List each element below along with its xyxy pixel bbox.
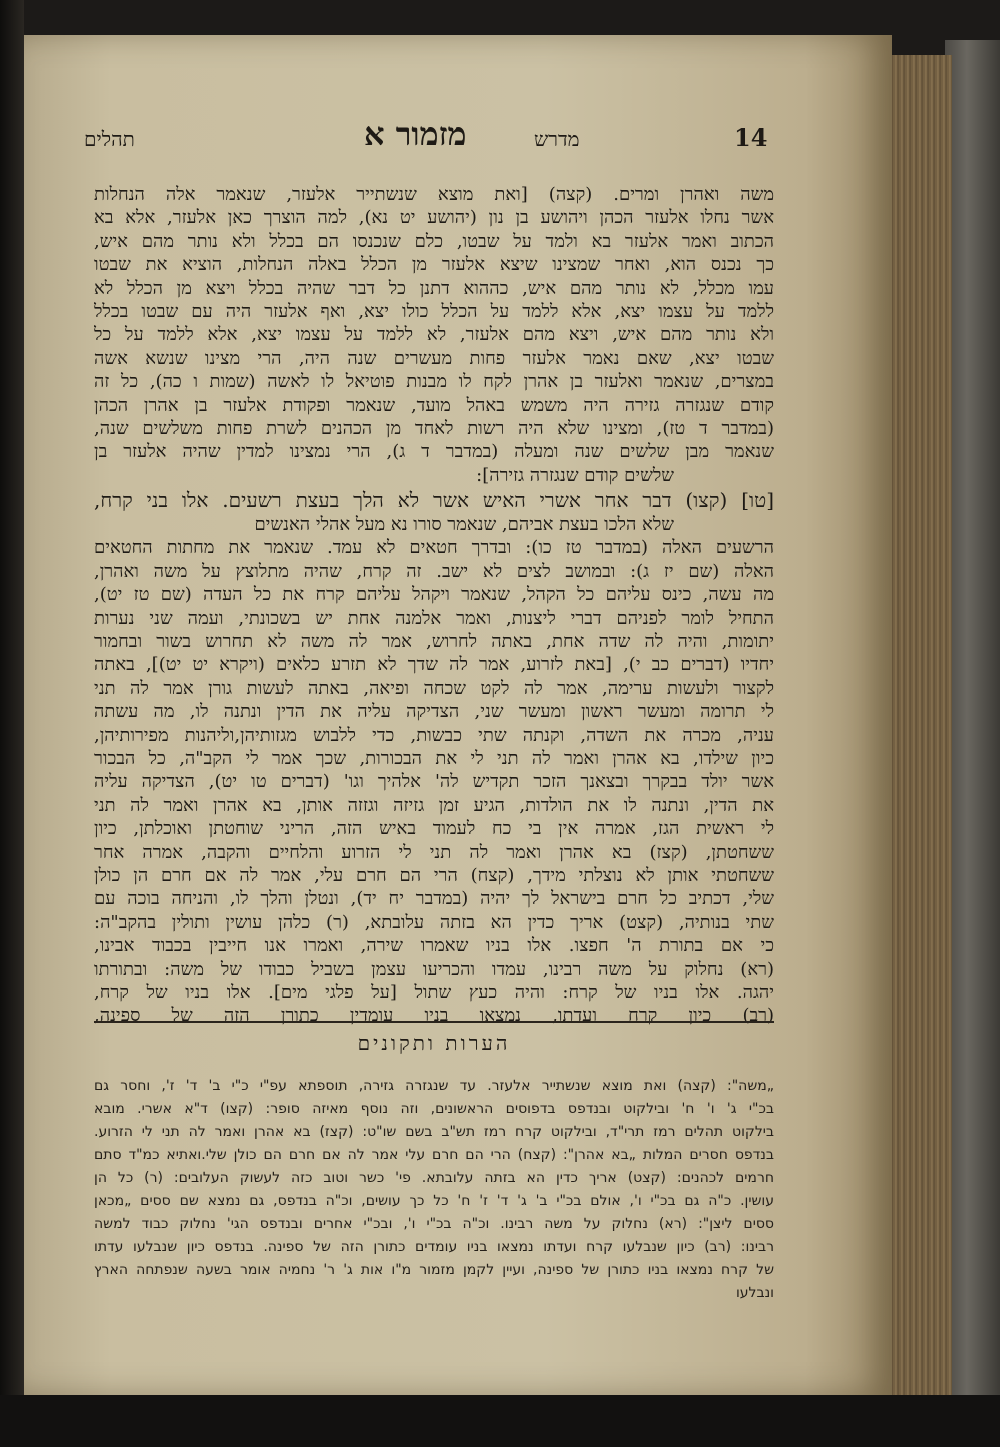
text-line: שתי בנותיה, (קצט) אריך כדין הא בזתה עלובתא, (ר) כלהן עושין ותולין בהקב"ה:	[94, 911, 774, 933]
text-line: כי אם בתורת ה' חפצו. אלו בניו שאמרו שירה, ואמרו אנו חייבין בכבוד אבינו,	[94, 935, 774, 957]
note-line: בכ"י ג' ו' ח' ובילקוט ובנדפס בדפוסים הראשונים, וזה נוסף מאיזה סופר: (קצו) ד"א אשרי. מובא	[94, 1101, 774, 1117]
text-line: הכתוב ואמר אלעזר בא ולמד על שבטו, כלם שנכנסו הם בכלל ולא נותר מהם איש,	[94, 230, 774, 252]
text-line: במצרים, שנאמר ואלעזר בן אהרן לקח לו מבנות פוטיאל לו לאשה (שמות ו כה), כל זה	[94, 371, 774, 393]
text-line: את הדין, ונתנה לו את הולדות, הגיע זמן גזיזה וגזזה אותן, בא אהרן ואמר לה תני	[94, 794, 774, 816]
note-line: ססים ליצן": (רא) נחלוק על משה רבינו. וכ"ה בכ"י ו', ובכ"י אחרים ובנדפס הגי' נחלוק כבוד למשה	[94, 1216, 774, 1232]
header-psalms: תהלים	[84, 127, 135, 151]
text-line: משה ואהרן ומרים. (קצה) [ואת מוצא שנשתייר אלעזר, שנאמר אלה הנחלות	[94, 184, 774, 205]
text-line: כיון שילדו, בא אהרן ואמר לה תני לי את הבכורות, שכך אמר לי הקב"ה, כל הבכור	[94, 747, 774, 769]
text-line: כך נכנס הוא, ואחר שמצינו שיצא אלעזר מן הכלל באלה הנחלות, הוציא את שבטו	[94, 254, 774, 276]
main-text	[94, 183, 774, 1028]
text-line: קודם שנגזרה גזירה היה משמש באהל מועד, שנאמר ופקודת אלעזר בן אהרן הכהן	[94, 394, 774, 416]
text-line: יהגה. אלו בניו של קרח: והיה כעץ שתול [על פלגי מים]. אלו בניו של קרח,	[94, 981, 774, 1003]
text-line: (רב) כיון קרח ועדתו, נמצאו בניו עומדין כתורן הזה של ספינה,	[94, 1005, 774, 1027]
text-line: ששחטתן, (קצז) בא אהרן ואמר לה תני לי הזרוע והלחיים והקבה, אמרה אחר	[94, 841, 774, 863]
note-line: חרמים לכהנים: (קצט) אריך כדין הא בזתה עלובתא. פי' כשר וטוב כזה לעשוק העלובים: (ר) כל הן	[94, 1170, 774, 1186]
text-line: התחיל לומר לפניהם דברי ליצנות, ואמר אלמנה אחת יש בשכונתי, ועמה שני נערות	[94, 607, 774, 629]
text-line: שבטו יצא, שאם נאמר אלעזר פחות מעשרים שנה היה, הרי מצינו שנשא אשה	[94, 347, 774, 369]
text-line: ששחטתי אותן לא נוצלתי מידך, (קצח) הרי הם חרם עלי, אמר לה אם חרם הן כולן	[94, 864, 774, 886]
text-line: יחדיו (דברים כב י), [באת לזרוע, אמר לה שדך לא תזרע כלאים (ויקרא יט יט)], באתה	[94, 654, 774, 676]
text-line: (רא) נחלוק על משה רבינו, עמדו והכריעו עצמן בשביל כבודו של משה: ובתורתו	[94, 958, 774, 980]
text-line: (במדבר ד טז), ומצינו שלא היה רשות לאחד מן הכהנים לשרת פחות משלשים שנה,	[94, 417, 774, 439]
text-line: ולא נותר מהם איש, ויצא מהם אלעזר, לא ללמד על עצמו יצא, אלא ללמד על כל	[94, 324, 774, 346]
text-line: הרשעים האלה (במדבר טז כו): ובדרך חטאים לא עמד. שנאמר את מחתות החטאים	[94, 537, 774, 559]
text-line: שלי, דכתיב כל חרם בישראל לך יהיה (במדבר יח יד), ונטלן והלך לו, והניחה בוכה עם	[94, 888, 774, 910]
note-line: בנדפס חסרים המלות „בא אהרן": (קצח) הרי הם חרם עלי אמר לה אם חרם הם כולן שלי.ואתיא כמ"ד סתם	[94, 1147, 774, 1163]
running-header	[84, 115, 774, 165]
text-line: לקצור ולעשות ערימה, אמר לה לקט שכחה ופיאה, באתה לעשות גורן אמר לה תני	[94, 677, 774, 699]
page-number: 14	[734, 123, 768, 152]
section-heading: [טו] (קצו) דבר אחר אשרי האיש אשר לא הלך בעצת רשעים. אלו בני קרח,	[94, 488, 774, 513]
header-book-title: מדרש	[534, 127, 580, 151]
scan-bottom-shadow	[0, 1395, 1000, 1447]
note-line: „משה": (קצה) ואת מוצא שנשתייר אלעזר. עד שנגזרה גזירה, תוספתא עפ"י כ"י ב' ד' ז', וחסר גם	[94, 1078, 774, 1094]
text-line: שנאמר מבן שלשים שנה ומעלה (במדבר ד ג), הרי נמצינו למדין שהיה אלעזר בן	[94, 441, 774, 463]
book-cover-edge	[945, 40, 1000, 1400]
text-line: לי ראשית הגז, אמרה אין בי כח לעמוד באיש הזה, הריני שוחטתן ואוכלתן, כיון	[94, 818, 774, 840]
note-line: עושין. כ"ה גם בכ"י ו', אולם בכ"י ב' ג' ד' ז' ח' כל כך עושים, וכ"ה בנדפס, גם נמצא שם ססים „מכאן	[94, 1193, 774, 1209]
note-line: בילקוט תהלים רמז תרי"ד, ובילקוט קרח רמז תש"ב בשם שו"ט: (קצז) בא אהרן ואמר לה תני לי הזרוע.	[94, 1124, 774, 1140]
text-line: ללמד על עצמו יצא, אלא ללמד על הכלל כולו יצא, ואף אלעזר היה עם שבטו בכלל	[94, 300, 774, 322]
text-line: לי תרומה ומעשר ראשון ומעשר שני, הצדיקה עליה את הדין ונתנה לו, מה עשתה	[94, 701, 774, 723]
note-line: רבינו: (רב) כיון שנבלעו קרח ועדתו נמצאו בניו עומדים כתורן הזה של ספינה. בנדפס כיון שנבלעו עדתו	[94, 1239, 774, 1255]
text-line: מה עשה, כינס עליהם כל הקהל, שנאמר ויקהל עליהם קרח את כל העדה (שם טז יט),	[94, 584, 774, 606]
text-line: שלא הלכו בעצת אביהם, שנאמר סורו נא מעל אהלי האנשים	[254, 514, 674, 536]
text-line: אשר יולד בבקרך ובצאנך הזכר תקדיש לה' אלהיך וגו' (דברים טו יט), הצדיקה עליה	[94, 771, 774, 793]
page-stack-edges	[882, 55, 952, 1395]
text-line: אשר נחלו אלעזר הכהן ויהושע בן נון (יהושע יט נא), למה הוצרך כאן אלעזר, אלא בא	[94, 207, 774, 229]
text-line: עמו מכלל, לא נותר מהם איש, כההוא דתנן כל דבר שהיה בכלל ויצא מן הכלל לא	[94, 277, 774, 299]
left-binding-shadow	[0, 0, 24, 1447]
text-line: יתומות, והיה לה שדה אחת, באתה לחרוש, אמר לה משה לא תחרוש בשור ובחמור	[94, 631, 774, 653]
notes-section	[94, 1075, 774, 1305]
text-line: עניה, מכרה את השדה, וקנתה שתי כבשות, כדי ללבוש מגזותיהן,וליהנות מפירותיהן,	[94, 724, 774, 746]
text-line: האלה (שם יז ג): ובמושב לצים לא ישב. זה קרח, שהיה מתלוצץ על משה ואהרן,	[94, 560, 774, 582]
footnote-divider	[94, 1021, 774, 1023]
book-page	[24, 35, 892, 1395]
text-line: שלשים קודם שנגזרה גזירה]:	[476, 464, 674, 486]
notes-title: הערות ותקונים	[357, 1031, 511, 1055]
note-line: ונבלעו	[735, 1285, 774, 1301]
header-chapter-title: מזמור א	[364, 115, 467, 153]
note-line: של קרח נמצאו בניו כתורן של ספינה, ועיין לקמן מזמור מ"ו אות ג' ר' נחמיה אומר בשעה שנפתחה הארץ	[94, 1262, 774, 1278]
